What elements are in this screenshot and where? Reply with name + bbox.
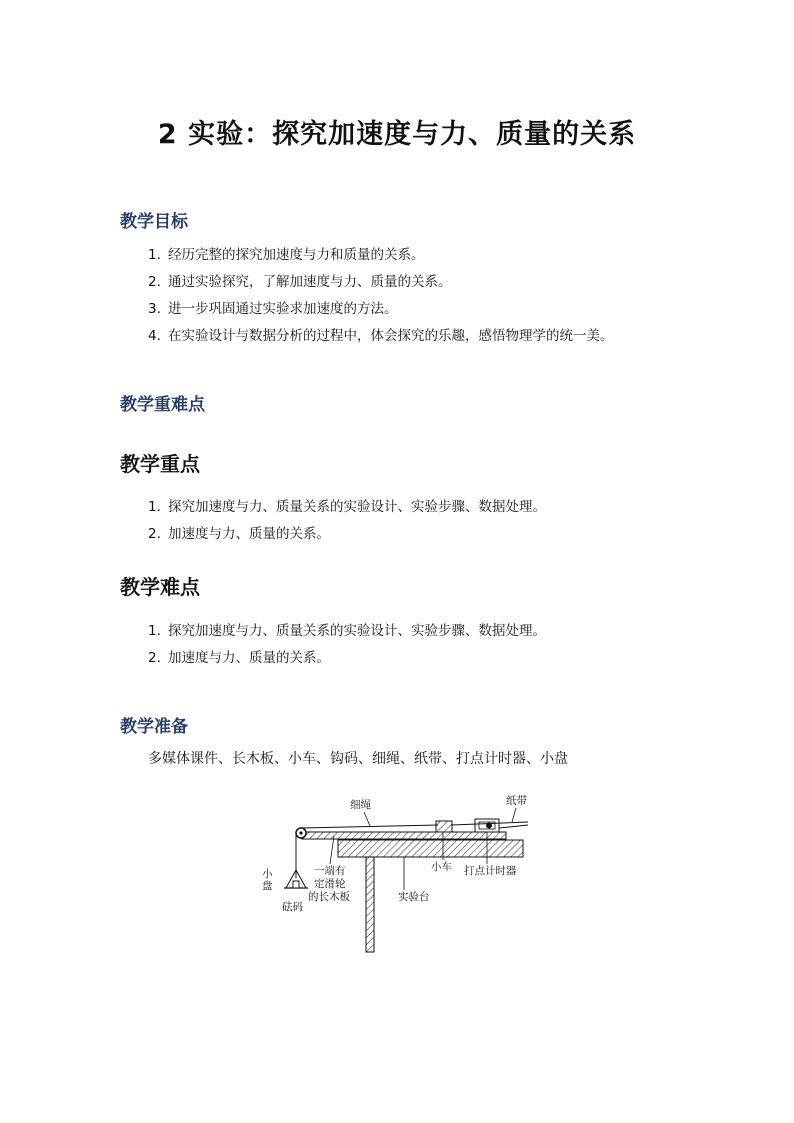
section-heading-prep: 教学准备 (120, 717, 188, 737)
weight-icon (293, 881, 299, 888)
label-pan-1: 小 (262, 868, 273, 880)
section-heading-difficulty: 教学难点 (120, 575, 200, 599)
list-item: 1. 经历完整的探究加速度与力和质量的关系。 (148, 247, 425, 263)
list-item: 4. 在实验设计与数据分析的过程中，体会探究的乐趣，感悟物理学的统一美。 (148, 328, 614, 344)
label-table: 实验台 (398, 891, 430, 903)
label-weight: 砝码 (282, 901, 303, 913)
lab-table-leg (366, 857, 374, 952)
label-timer: 打点计时器 (464, 865, 517, 877)
list-item: 2. 加速度与力、质量的关系。 (148, 526, 330, 542)
prep-materials: 多媒体课件、长木板、小车、钩码、细绳、纸带、打点计时器、小盘 (148, 751, 568, 767)
label-tape: 纸带 (506, 795, 527, 807)
page-title: 2 实验：探究加速度与力、质量的关系 (157, 119, 637, 150)
difficulty-list (148, 618, 546, 672)
cart-icon (436, 821, 452, 832)
focus-list (148, 494, 546, 548)
long-board (302, 832, 506, 839)
lab-table-top (338, 840, 523, 857)
list-item: 3. 进一步巩固通过实验求加速度的方法。 (148, 301, 398, 317)
list-item: 2. 加速度与力、质量的关系。 (148, 650, 330, 666)
goals-list (148, 242, 614, 350)
list-item: 1. 探究加速度与力、质量关系的实验设计、实验步骤、数据处理。 (148, 499, 546, 515)
label-board-3: 的长木板 (308, 891, 350, 903)
label-board-1: 一端有 (314, 865, 346, 877)
label-rope: 细绳 (350, 799, 371, 811)
label-pan-2: 盘 (262, 880, 273, 892)
apparatus-figure (250, 792, 550, 962)
section-heading-focus: 教学重点 (120, 452, 200, 476)
label-cart: 小车 (431, 861, 452, 873)
label-board-2: 定滑轮 (314, 878, 346, 890)
section-heading-goals: 教学目标 (120, 212, 188, 232)
section-heading-keypoints: 教学重难点 (120, 395, 205, 415)
list-item: 1. 探究加速度与力、质量关系的实验设计、实验步骤、数据处理。 (148, 623, 546, 639)
list-item: 2. 通过实验探究，了解加速度与力、质量的关系。 (148, 274, 452, 290)
